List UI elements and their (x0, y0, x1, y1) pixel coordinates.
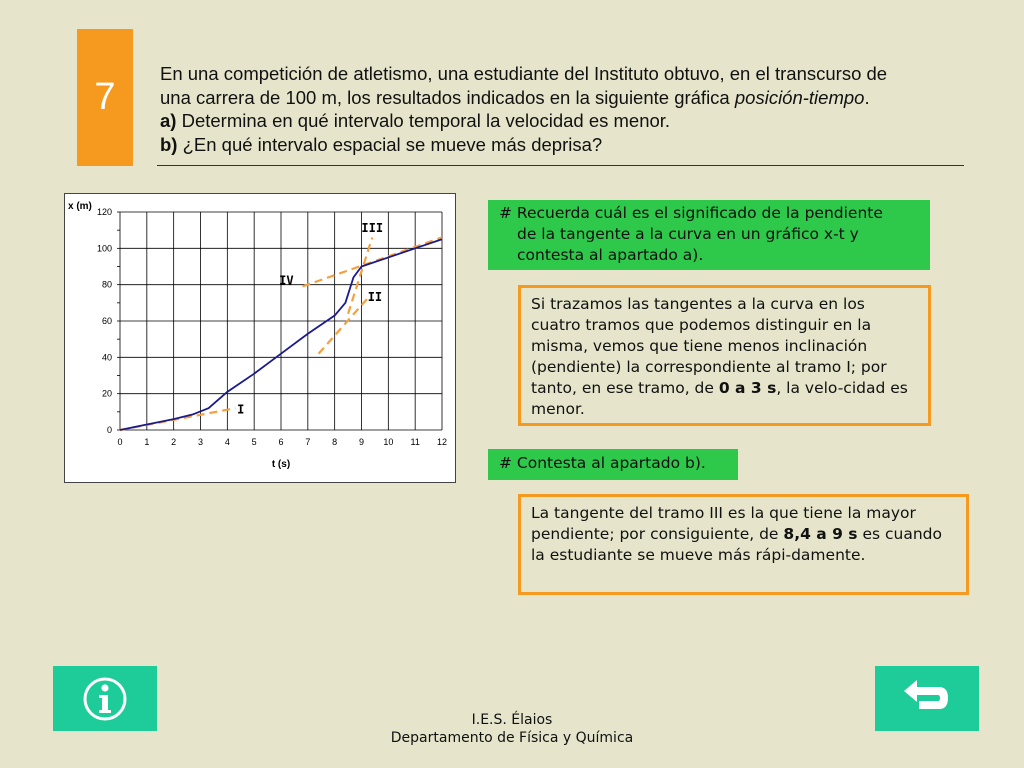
problem-line-2 (160, 86, 960, 110)
hint-a-line-3: contesta al apartado a). (517, 246, 704, 264)
x-tick-label: 4 (224, 437, 230, 447)
answer-b-highlight: 8,4 a 9 s (783, 525, 858, 543)
divider (157, 165, 964, 166)
x-tick-label: 1 (144, 437, 150, 447)
answer-a-highlight: 0 a 3 s (718, 379, 777, 397)
question-b (160, 133, 960, 157)
y-tick-label: 20 (101, 388, 112, 399)
x-tick-label: 7 (305, 437, 311, 447)
footer-school: I.E.S. Élaios (471, 712, 553, 728)
x-tick-label: 12 (436, 437, 448, 447)
y-tick-label: 80 (101, 279, 112, 290)
x-tick-label: 8 (332, 437, 338, 447)
x-tick-label: 11 (410, 437, 420, 447)
x-axis-label: t (s) (271, 459, 291, 470)
hint-a-line-2: de la tangente a la curva en un gráfico x-t y (517, 225, 859, 243)
question-b-text: ¿En qué intervalo espacial se mueve más deprisa? (177, 133, 603, 155)
y-tick-label: 0 (106, 425, 112, 435)
section-label-ii: II (367, 290, 383, 305)
y-tick-label: 60 (101, 316, 112, 326)
x-tick-label: 3 (197, 437, 204, 447)
hint-b-text: # Contesta al apartado b). (499, 454, 706, 472)
answer-b-end: es cuando la estudiante se mueve más rápi-damente. (531, 525, 942, 564)
y-tick-label: 100 (96, 243, 112, 254)
question-b-label: b) (160, 133, 178, 155)
problem-statement (160, 62, 960, 156)
section-label-i: I (237, 402, 245, 417)
section-label-iii: III (361, 220, 384, 235)
x-tick-label: 9 (358, 437, 365, 447)
question-a (160, 109, 960, 133)
position-time-chart (64, 193, 456, 483)
problem-line-1: En una competición de atletismo, una estudiante del Instituto obtuvo, en el transcurso de (160, 63, 888, 84)
chart-svg (65, 194, 455, 482)
problem-line-2-text: una carrera de 100 m, los resultados indicados en la siguiente gráfica (160, 86, 735, 108)
x-tick-label: 6 (278, 437, 284, 447)
answer-a (518, 285, 931, 426)
question-a-label: a) (160, 110, 177, 131)
x-tick-label: 2 (171, 437, 177, 447)
y-axis-label: x (m) (68, 201, 92, 212)
question-a-text: Determina en qué intervalo temporal la velocidad es menor. (176, 110, 671, 131)
hint-a-line-1: # Recuerda cuál es el significado de la pendiente (499, 204, 883, 222)
exercise-number: 7 (77, 29, 133, 166)
footer (0, 711, 1024, 747)
hint-b (488, 449, 738, 480)
y-tick-label: 40 (101, 352, 112, 363)
answer-a-text: Si trazamos las tangentes a la curva en los cuatro tramos que podemos distinguir en la misma, vemos que tiene menos inclinación (pendiente) la correspondiente al tramo I; por tanto, en ese tramo, de (531, 295, 887, 397)
x-tick-label: 5 (251, 437, 257, 447)
x-tick-label: 0 (117, 437, 123, 447)
x-tick-label: 10 (383, 437, 394, 447)
problem-emphasis: posición-tiempo (734, 86, 865, 108)
answer-b-text: La tangente del tramo III es la que tiene la mayor pendiente; por consiguiente, de (531, 504, 916, 543)
y-tick-label: 120 (96, 207, 112, 217)
answer-a-end: , la velo-cidad es menor. (531, 379, 908, 418)
problem-line-2-end: . (864, 86, 870, 108)
section-label-iv: IV (279, 273, 294, 288)
hint-a (488, 200, 930, 270)
footer-department: Departamento de Física y Química (390, 730, 634, 746)
answer-b (518, 494, 969, 595)
